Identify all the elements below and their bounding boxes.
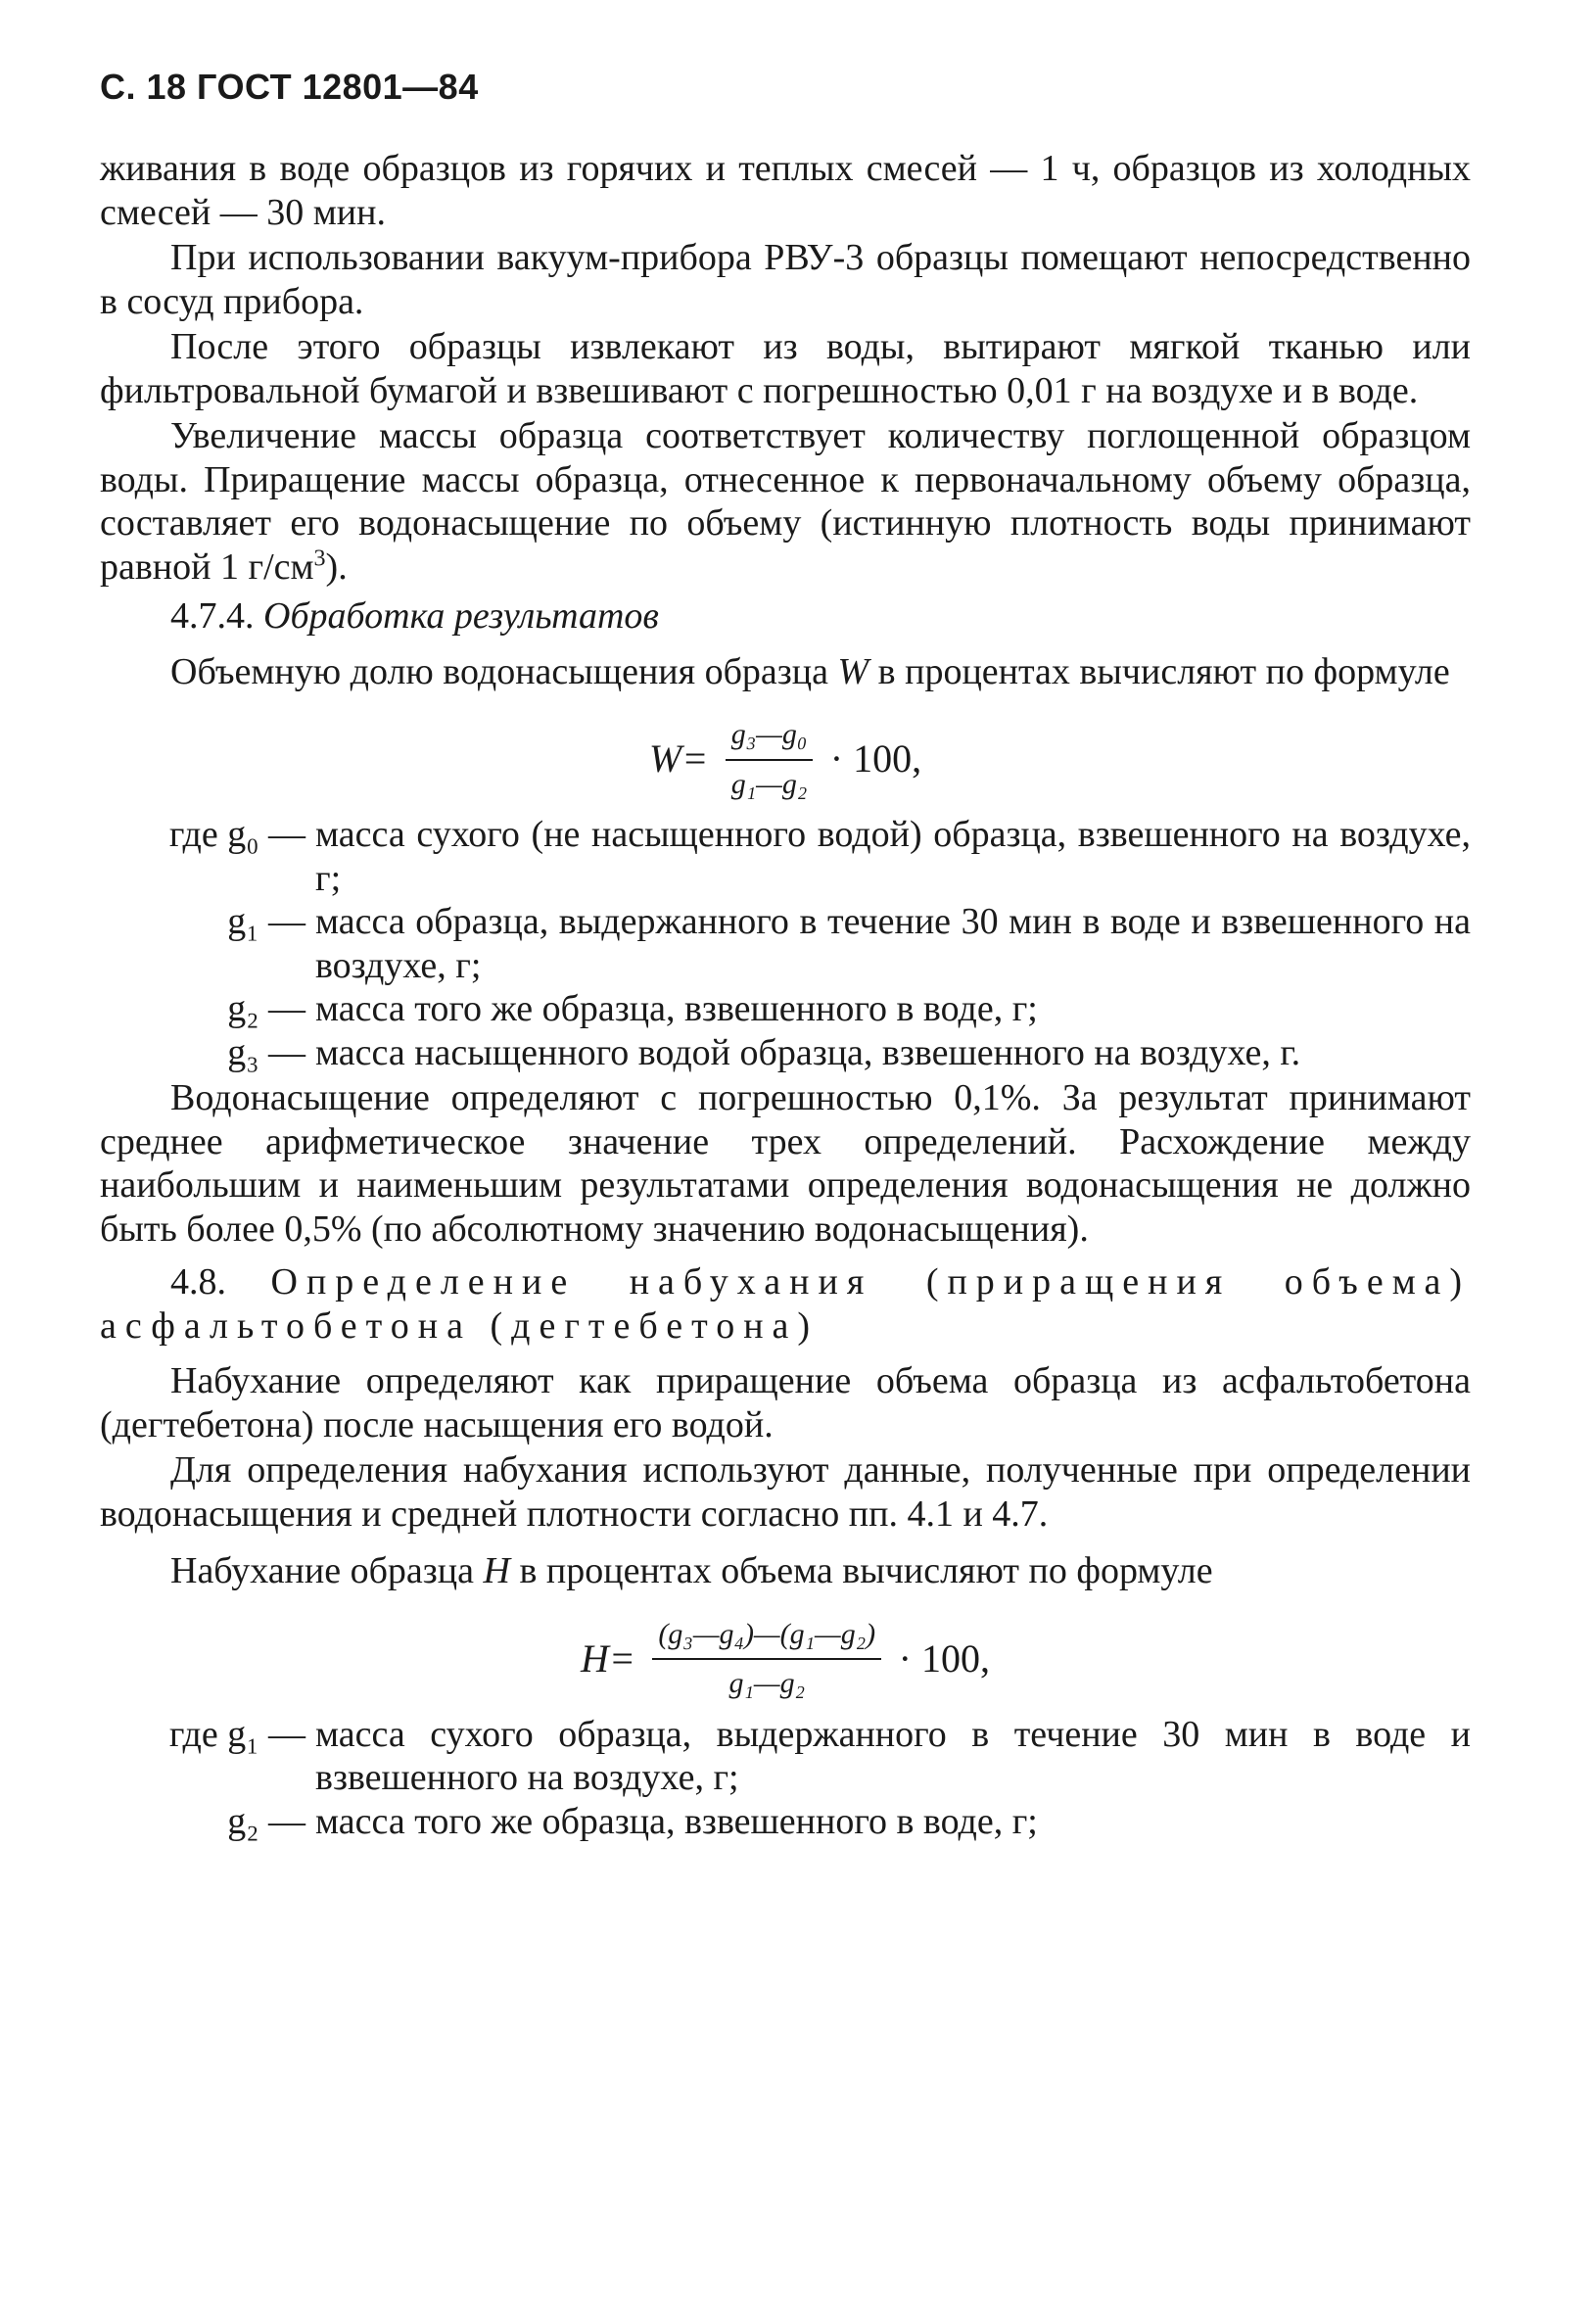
definition-item <box>100 1031 1471 1075</box>
definition-text: масса сухого образца, выдержанного в течение 30 мин в воде и взвешенного на воздухе, г; <box>315 1713 1471 1798</box>
text-span: Объемную долю водонасыщения образца <box>170 650 838 692</box>
paragraph-w-formula-intro <box>100 650 1471 694</box>
formula-rhs: · 100, <box>898 1635 990 1681</box>
formula-denominator: g₁—g₂ <box>728 1667 806 1699</box>
formula-lhs <box>581 1637 635 1682</box>
formula-swelling <box>100 1613 1471 1701</box>
section-number: 4.7.4. <box>170 595 255 637</box>
paragraph-accuracy: Водонасыщение определяют с погрешностью 0,1%. За результат принимают среднее арифметическое значение трех определений. Расхождение между наибольшим и наименьшим результатами определения водонасыщения не должно быть более 0,5% (по абсолютному значению водонасыщения). <box>100 1077 1471 1250</box>
formula-denominator: g₁—g₂ <box>730 767 808 800</box>
definition-symbol: где g₀ — <box>168 814 305 855</box>
definition-text: масса сухого (не насыщенного водой) образца, взвешенного на воздухе, г; <box>315 814 1471 899</box>
definition-symbol: где g₁ — <box>168 1713 305 1755</box>
definition-text: масса того же образца, взвешенного в воде, г; <box>315 988 1038 1029</box>
text-span: Набухание образца <box>170 1550 484 1591</box>
definition-text: масса насыщенного водой образца, взвешенного на воздухе, г. <box>315 1031 1301 1073</box>
definition-item <box>100 1800 1471 1844</box>
text-span: ). <box>325 545 348 588</box>
superscript: 3 <box>313 545 326 571</box>
formula-water-saturation <box>100 713 1471 801</box>
variable-h: H <box>483 1550 510 1591</box>
definition-symbol: g₁ — <box>227 901 305 942</box>
paragraph-mass-increase <box>100 414 1471 589</box>
formula-numerator: (g₃—g₄)—(g₁—g₂) <box>652 1613 881 1661</box>
definition-item <box>100 900 1471 987</box>
paragraph-swelling-data: Для определения набухания используют данные, полученные при определении водонасыщения и средней плотности согласно пп. 4.1 и 4.7. <box>100 1449 1471 1535</box>
formula-fraction <box>726 713 814 806</box>
definition-text: масса того же образца, взвешенного в воде, г; <box>315 1800 1038 1842</box>
formula-lhs <box>649 737 708 782</box>
paragraph-continuation: живания в воде образцов из горячих и теплых смесей — 1 ч, образцов из холодных смесей — 30 мин. <box>100 148 1471 233</box>
formula-fraction <box>652 1613 881 1706</box>
formula-numerator: g₃—g₀ <box>726 713 814 761</box>
paragraph-h-formula-intro <box>100 1549 1471 1593</box>
page-body <box>100 147 1471 1845</box>
section-title: Обработка результатов <box>263 595 659 637</box>
paragraph-vacuum-device: При использовании вакуум-прибора РВУ-3 образцы помещают непосредственно в сосуд прибора. <box>100 237 1471 322</box>
variable-w: W <box>837 650 869 692</box>
section-heading-4-7-4 <box>100 594 1471 639</box>
paragraph-swelling-definition: Набухание определяют как приращение объема образца из асфальтобетона (дегтебетона) после насыщения его водой. <box>100 1360 1471 1445</box>
paragraph-weighing: После этого образцы извлекают из воды, вытирают мягкой тканью или фильтровальной бумагой и взвешивают с погрешностью 0,01 г на воздухе и в воде. <box>100 326 1471 411</box>
section-number: 4.8. <box>170 1261 226 1303</box>
formula-lhs-text: H= <box>581 1635 635 1681</box>
section-title: Определение набухания (приращения объема) асфальтобетона (дегтебетона) <box>100 1261 1471 1347</box>
definition-item <box>100 813 1471 900</box>
definitions-h <box>100 1713 1471 1844</box>
text-span: в процентах объема вычисляют по формуле <box>509 1550 1213 1591</box>
formula-rhs: · 100, <box>829 736 922 782</box>
text-span: Увеличение массы образца соответствует количеству поглощенной образцом воды. Приращение массы образца, отнесенное к первоначальному объему образца, составляет его водонасыщение по объему (истинную плотность воды принимают равной 1 г/см <box>100 415 1471 588</box>
definitions-w <box>100 813 1471 1074</box>
formula-lhs-text: W= <box>648 736 709 782</box>
text-span: в процентах вычисляют по формуле <box>868 650 1450 692</box>
definition-item <box>100 987 1471 1031</box>
running-header: С. 18 ГОСТ 12801—84 <box>100 67 479 107</box>
definition-text: масса образца, выдержанного в течение 30 мин в воде и взвешенного на воздухе, г; <box>315 901 1471 986</box>
section-heading-4-8 <box>100 1260 1471 1348</box>
definition-symbol: g₃ — <box>227 1031 305 1073</box>
definition-symbol: g₂ — <box>227 988 305 1029</box>
definition-item <box>100 1713 1471 1800</box>
definition-symbol: g₂ — <box>227 1800 305 1842</box>
